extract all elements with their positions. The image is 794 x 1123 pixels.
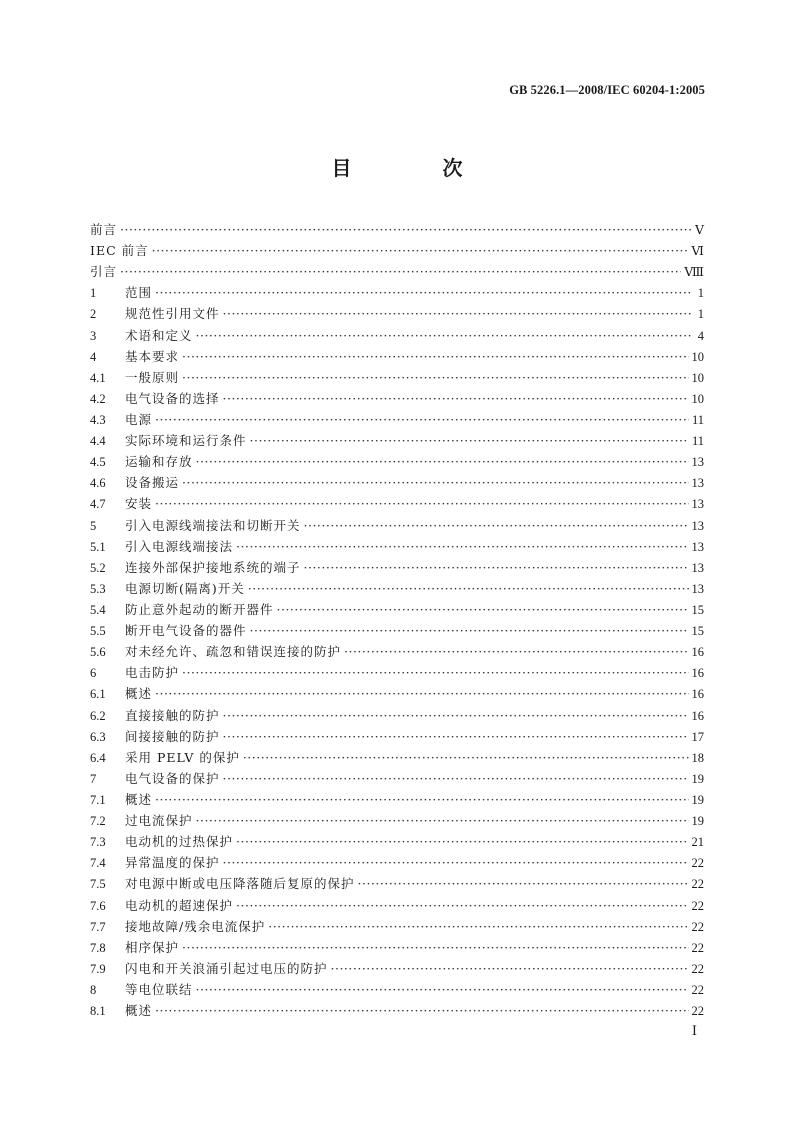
toc-entry[interactable] (90, 303, 704, 324)
table-of-contents (90, 219, 704, 1021)
toc-dot-leader (196, 810, 689, 831)
toc-dot-leader (155, 1000, 688, 1021)
toc-dot-leader (182, 472, 688, 493)
toc-entry[interactable] (90, 599, 704, 620)
toc-entry-number: 6 (90, 666, 97, 681)
toc-entry-number: 7.6 (90, 898, 106, 913)
toc-entry-title: 对电源中断或电压降落随后复原的保护 (125, 876, 355, 892)
toc-entry[interactable] (90, 726, 704, 747)
toc-entry-page: 13 (691, 497, 704, 512)
toc-entry-page: 18 (691, 750, 704, 765)
toc-dot-leader (182, 662, 688, 683)
toc-entry[interactable] (90, 789, 704, 810)
toc-dot-leader (120, 219, 692, 240)
toc-entry-page: 22 (691, 961, 704, 976)
toc-entry-page: 4 (697, 328, 704, 343)
toc-entry-title: 电动机的超速保护 (125, 897, 234, 913)
toc-entry-page: 22 (691, 877, 704, 892)
toc-entry-number: 4.4 (90, 434, 106, 449)
toc-entry-page: 22 (691, 898, 704, 913)
toc-entry-number: 4.6 (90, 476, 106, 491)
page-title: 目 次 (331, 156, 505, 180)
toc-entry-page: 13 (691, 581, 704, 596)
toc-entry-page: 16 (691, 708, 704, 723)
toc-entry-number: 7.7 (90, 919, 106, 934)
toc-entry-page: 13 (691, 518, 704, 533)
toc-entry-title: 引言 (90, 264, 118, 280)
toc-entry-number: 3 (90, 328, 97, 343)
toc-dot-leader (196, 325, 693, 346)
toc-dot-leader (223, 726, 689, 747)
toc-entry-title: 连接外部保护接地系统的端子 (125, 559, 301, 575)
toc-dot-leader (250, 430, 689, 451)
toc-entry-number: 6.1 (90, 687, 106, 702)
toc-entry-number: 5.5 (90, 624, 106, 639)
toc-entry-page: 21 (691, 835, 704, 850)
toc-dot-leader (236, 895, 688, 916)
toc-entry-number: 8.1 (90, 1004, 106, 1019)
toc-entry[interactable] (90, 683, 704, 704)
toc-entry-number: 4 (90, 349, 97, 364)
toc-entry-number: 7.2 (90, 814, 106, 829)
toc-entry[interactable] (90, 979, 704, 1000)
toc-entry-title: 防止意外起动的断开器件 (125, 601, 274, 617)
toc-entry-number: 7.3 (90, 835, 106, 850)
toc-entry-title: 采用 PELV 的保护 (125, 749, 240, 765)
toc-entry[interactable] (90, 895, 704, 916)
toc-entry-number: 7.1 (90, 792, 106, 807)
toc-dot-leader (223, 388, 689, 409)
toc-entry[interactable] (90, 747, 704, 768)
toc-entry-number: 4.1 (90, 370, 106, 385)
toc-dot-leader (223, 768, 689, 789)
toc-entry-page: 16 (691, 645, 704, 660)
toc-entry-page: Ⅴ (694, 223, 704, 237)
toc-entry-title: 术语和定义 (125, 327, 193, 343)
toc-entry-number: 5.4 (90, 602, 106, 617)
toc-entry[interactable] (90, 261, 704, 282)
toc-entry-title: 设备搬运 (125, 475, 180, 491)
toc-dot-leader (152, 240, 689, 261)
toc-entry[interactable] (90, 493, 704, 514)
toc-entry-page: 10 (691, 349, 704, 364)
toc-entry-number: 5.6 (90, 645, 106, 660)
toc-entry-title: 接地故障/残余电流保护 (125, 918, 266, 934)
toc-entry-title: 运输和存放 (125, 454, 193, 470)
toc-entry-title: 电源 (125, 411, 153, 427)
toc-entry-title: 一般原则 (125, 369, 180, 385)
toc-entry[interactable] (90, 916, 704, 937)
toc-dot-leader (223, 303, 693, 324)
toc-entry[interactable] (90, 557, 704, 578)
toc-entry-title: IEC 前言 (90, 243, 149, 259)
toc-entry[interactable] (90, 388, 704, 409)
toc-entry-title: 规范性引用文件 (125, 306, 220, 322)
toc-entry-title: 实际环境和运行条件 (125, 433, 247, 449)
toc-entry-title: 异常温度的保护 (125, 855, 220, 871)
toc-dot-leader (223, 852, 689, 873)
toc-entry-page: 19 (691, 814, 704, 829)
toc-entry-number: 5.1 (90, 539, 106, 554)
toc-dot-leader (304, 515, 689, 536)
toc-dot-leader (155, 493, 688, 514)
toc-entry[interactable] (90, 873, 704, 894)
toc-entry-title: 电源切断(隔离)开关 (125, 580, 245, 596)
toc-entry[interactable] (90, 430, 704, 451)
toc-entry-number: 4.2 (90, 391, 106, 406)
toc-dot-leader (120, 261, 681, 282)
toc-entry-number: 7.4 (90, 856, 106, 871)
toc-dot-leader (155, 683, 688, 704)
toc-entry[interactable] (90, 282, 704, 303)
toc-entry-page: 10 (691, 391, 704, 406)
toc-entry-page: 22 (691, 1004, 704, 1019)
toc-dot-leader (155, 789, 688, 810)
toc-entry-title: 电气设备的选择 (125, 390, 220, 406)
toc-dot-leader (155, 409, 689, 430)
toc-dot-leader (358, 873, 689, 894)
toc-entry[interactable] (90, 662, 704, 683)
toc-dot-leader (250, 620, 689, 641)
toc-entry-title: 电气设备的保护 (125, 770, 220, 786)
toc-entry-page: Ⅷ (684, 265, 704, 280)
toc-entry-title: 概述 (125, 686, 153, 702)
toc-entry-number: 4.3 (90, 412, 106, 427)
toc-entry[interactable] (90, 219, 704, 240)
toc-entry[interactable] (90, 346, 704, 367)
toc-entry-page: 11 (691, 412, 704, 427)
toc-dot-leader (196, 451, 689, 472)
toc-dot-leader (182, 367, 688, 388)
toc-entry-number: 4.5 (90, 455, 106, 470)
toc-dot-leader (182, 937, 688, 958)
toc-entry-page: 10 (691, 370, 704, 385)
toc-entry-page: 19 (691, 792, 704, 807)
toc-entry-page: 22 (691, 940, 704, 955)
toc-entry-title: 相序保护 (125, 939, 180, 955)
toc-entry[interactable] (90, 472, 704, 493)
toc-entry-page: 17 (691, 729, 704, 744)
toc-entry[interactable] (90, 240, 704, 261)
toc-entry[interactable] (90, 325, 704, 346)
toc-entry[interactable] (90, 641, 704, 662)
toc-entry-number: 1 (90, 286, 97, 301)
toc-entry-number: 6.2 (90, 708, 106, 723)
toc-dot-leader (304, 557, 689, 578)
toc-entry[interactable] (90, 1000, 704, 1021)
toc-entry-number: 6.3 (90, 729, 106, 744)
toc-entry[interactable] (90, 831, 704, 852)
toc-entry-number: 6.4 (90, 750, 106, 765)
toc-entry-page: 1 (697, 307, 704, 322)
toc-dot-leader (182, 346, 688, 367)
toc-dot-leader (268, 916, 688, 937)
toc-entry-number: 7 (90, 771, 97, 786)
toc-entry-page: 16 (691, 666, 704, 681)
toc-entry-title: 间接接触的防护 (125, 728, 220, 744)
toc-entry[interactable] (90, 409, 704, 430)
toc-entry-page: 11 (691, 434, 704, 449)
toc-entry-number: 5.3 (90, 581, 106, 596)
toc-entry[interactable] (90, 705, 704, 726)
toc-dot-leader (331, 958, 689, 979)
toc-dot-leader (344, 641, 688, 662)
toc-entry-number: 7.5 (90, 877, 106, 892)
toc-dot-leader (236, 536, 688, 557)
toc-entry-title: 直接接触的防护 (125, 707, 220, 723)
toc-entry[interactable] (90, 578, 704, 599)
toc-entry-title: 过电流保护 (125, 813, 193, 829)
toc-dot-leader (243, 747, 689, 768)
toc-entry-title: 前言 (90, 222, 118, 237)
toc-entry-title: 断开电气设备的器件 (125, 623, 247, 639)
toc-entry-title: 范围 (125, 285, 153, 301)
toc-entry-page: 15 (691, 602, 704, 617)
toc-entry[interactable] (90, 451, 704, 472)
toc-entry-number: 5 (90, 518, 97, 533)
toc-entry-title: 电动机的过热保护 (125, 834, 234, 850)
toc-entry-title: 引入电源线端接法 (125, 538, 234, 554)
toc-dot-leader (277, 599, 689, 620)
toc-dot-leader (155, 282, 693, 303)
toc-dot-leader (196, 979, 689, 1000)
toc-entry[interactable] (90, 367, 704, 388)
toc-entry-title: 对未经允许、疏忽和错误连接的防护 (125, 644, 342, 660)
toc-dot-leader (223, 705, 689, 726)
toc-entry-page: 22 (691, 982, 704, 997)
toc-entry[interactable] (90, 768, 704, 789)
standard-number: GB 5226.1—2008/IEC 60204-1:2005 (509, 83, 705, 97)
toc-entry-page: 22 (691, 856, 704, 871)
page-number: Ⅰ (691, 1023, 697, 1038)
toc-entry[interactable] (90, 810, 704, 831)
toc-entry-title: 安装 (125, 496, 153, 512)
toc-entry-page: 19 (691, 771, 704, 786)
toc-entry[interactable] (90, 536, 704, 557)
toc-entry-number: 8 (90, 982, 97, 997)
toc-entry[interactable] (90, 515, 704, 536)
toc-entry-title: 概述 (125, 791, 153, 807)
toc-entry-number: 4.7 (90, 497, 106, 512)
toc-entry-number: 5.2 (90, 560, 106, 575)
toc-entry-page: 15 (691, 624, 704, 639)
toc-entry-page: 13 (691, 560, 704, 575)
toc-entry-number: 2 (90, 307, 97, 322)
toc-entry-title: 引入电源线端接法和切断开关 (125, 517, 301, 533)
toc-entry-page: 16 (691, 687, 704, 702)
toc-entry-title: 等电位联结 (125, 981, 193, 997)
toc-dot-leader (248, 578, 689, 599)
toc-dot-leader (236, 831, 688, 852)
toc-entry-page: 13 (691, 455, 704, 470)
toc-entry-title: 概述 (125, 1003, 153, 1019)
toc-entry-title: 电击防护 (125, 665, 180, 681)
toc-entry-number: 7.9 (90, 961, 106, 976)
toc-entry-page: 13 (691, 539, 704, 554)
toc-entry-page: Ⅵ (691, 244, 704, 259)
toc-entry-page: 22 (691, 919, 704, 934)
toc-entry[interactable] (90, 958, 704, 979)
toc-entry-page: 1 (697, 286, 704, 301)
toc-entry-title: 闪电和开关浪涌引起过电压的防护 (125, 960, 328, 976)
toc-entry[interactable] (90, 620, 704, 641)
toc-entry-title: 基本要求 (125, 348, 180, 364)
toc-entry[interactable] (90, 852, 704, 873)
toc-entry-number: 7.8 (90, 940, 106, 955)
toc-entry[interactable] (90, 937, 704, 958)
toc-entry-page: 13 (691, 476, 704, 491)
